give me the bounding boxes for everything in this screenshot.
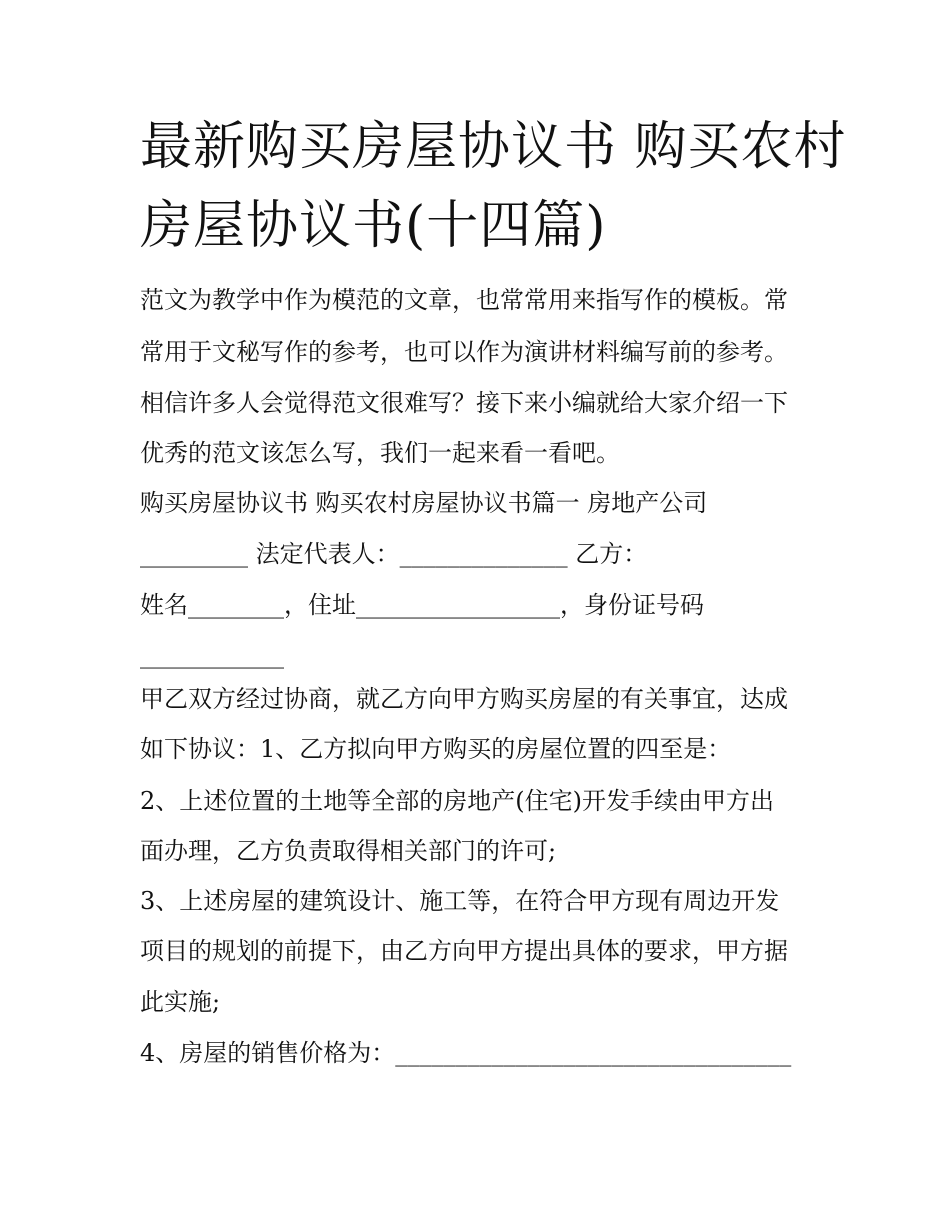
party-line-legal-rep: _________ 法定代表人：______________ 乙方： bbox=[140, 540, 648, 568]
document-title-line-1: 最新购买房屋协议书 购买农村 bbox=[140, 117, 847, 177]
intro-line-4: 优秀的范文该怎么写，我们一起来看一看吧。 bbox=[140, 439, 620, 467]
clause-3-line-2: 项目的规划的前提下，由乙方向甲方提出具体的要求，甲方据 bbox=[140, 937, 788, 965]
intro-line-1: 范文为教学中作为模范的文章，也常常用来指写作的模板。常 bbox=[140, 286, 788, 314]
clause-2-line-2: 面办理，乙方负责取得相关部门的许可; bbox=[140, 837, 557, 865]
clause-3-line-1: 3、上述房屋的建筑设计、施工等，在符合甲方现有周边开发 bbox=[140, 887, 780, 915]
agreement-line-1: 甲乙双方经过协商，就乙方向甲方购买房屋的有关事宜，达成 bbox=[140, 685, 788, 713]
clause-2-line-1: 2、上述位置的土地等全部的房地产(住宅)开发手续由甲方出 bbox=[140, 787, 774, 815]
agreement-line-2: 如下协议：1、乙方拟向甲方购买的房屋位置的四至是： bbox=[140, 735, 732, 763]
party-line-name-address: 姓名________，住址_________________，身份证号码 bbox=[140, 591, 704, 619]
section-heading-line: 购买房屋协议书 购买农村房屋协议书篇一 房地产公司 bbox=[140, 489, 708, 517]
document-title-line-2: 房屋协议书(十四篇) bbox=[140, 196, 607, 256]
intro-line-3: 相信许多人会觉得范文很难写？接下来小编就给大家介绍一下 bbox=[140, 389, 788, 417]
clause-4-line-1: 4、房屋的销售价格为：_________________________________ bbox=[140, 1039, 792, 1067]
clause-3-line-3: 此实施; bbox=[140, 988, 221, 1016]
intro-line-2: 常用于文秘写作的参考，也可以作为演讲材料编写前的参考。 bbox=[140, 338, 788, 366]
party-line-id-blank: ____________ bbox=[140, 641, 284, 669]
